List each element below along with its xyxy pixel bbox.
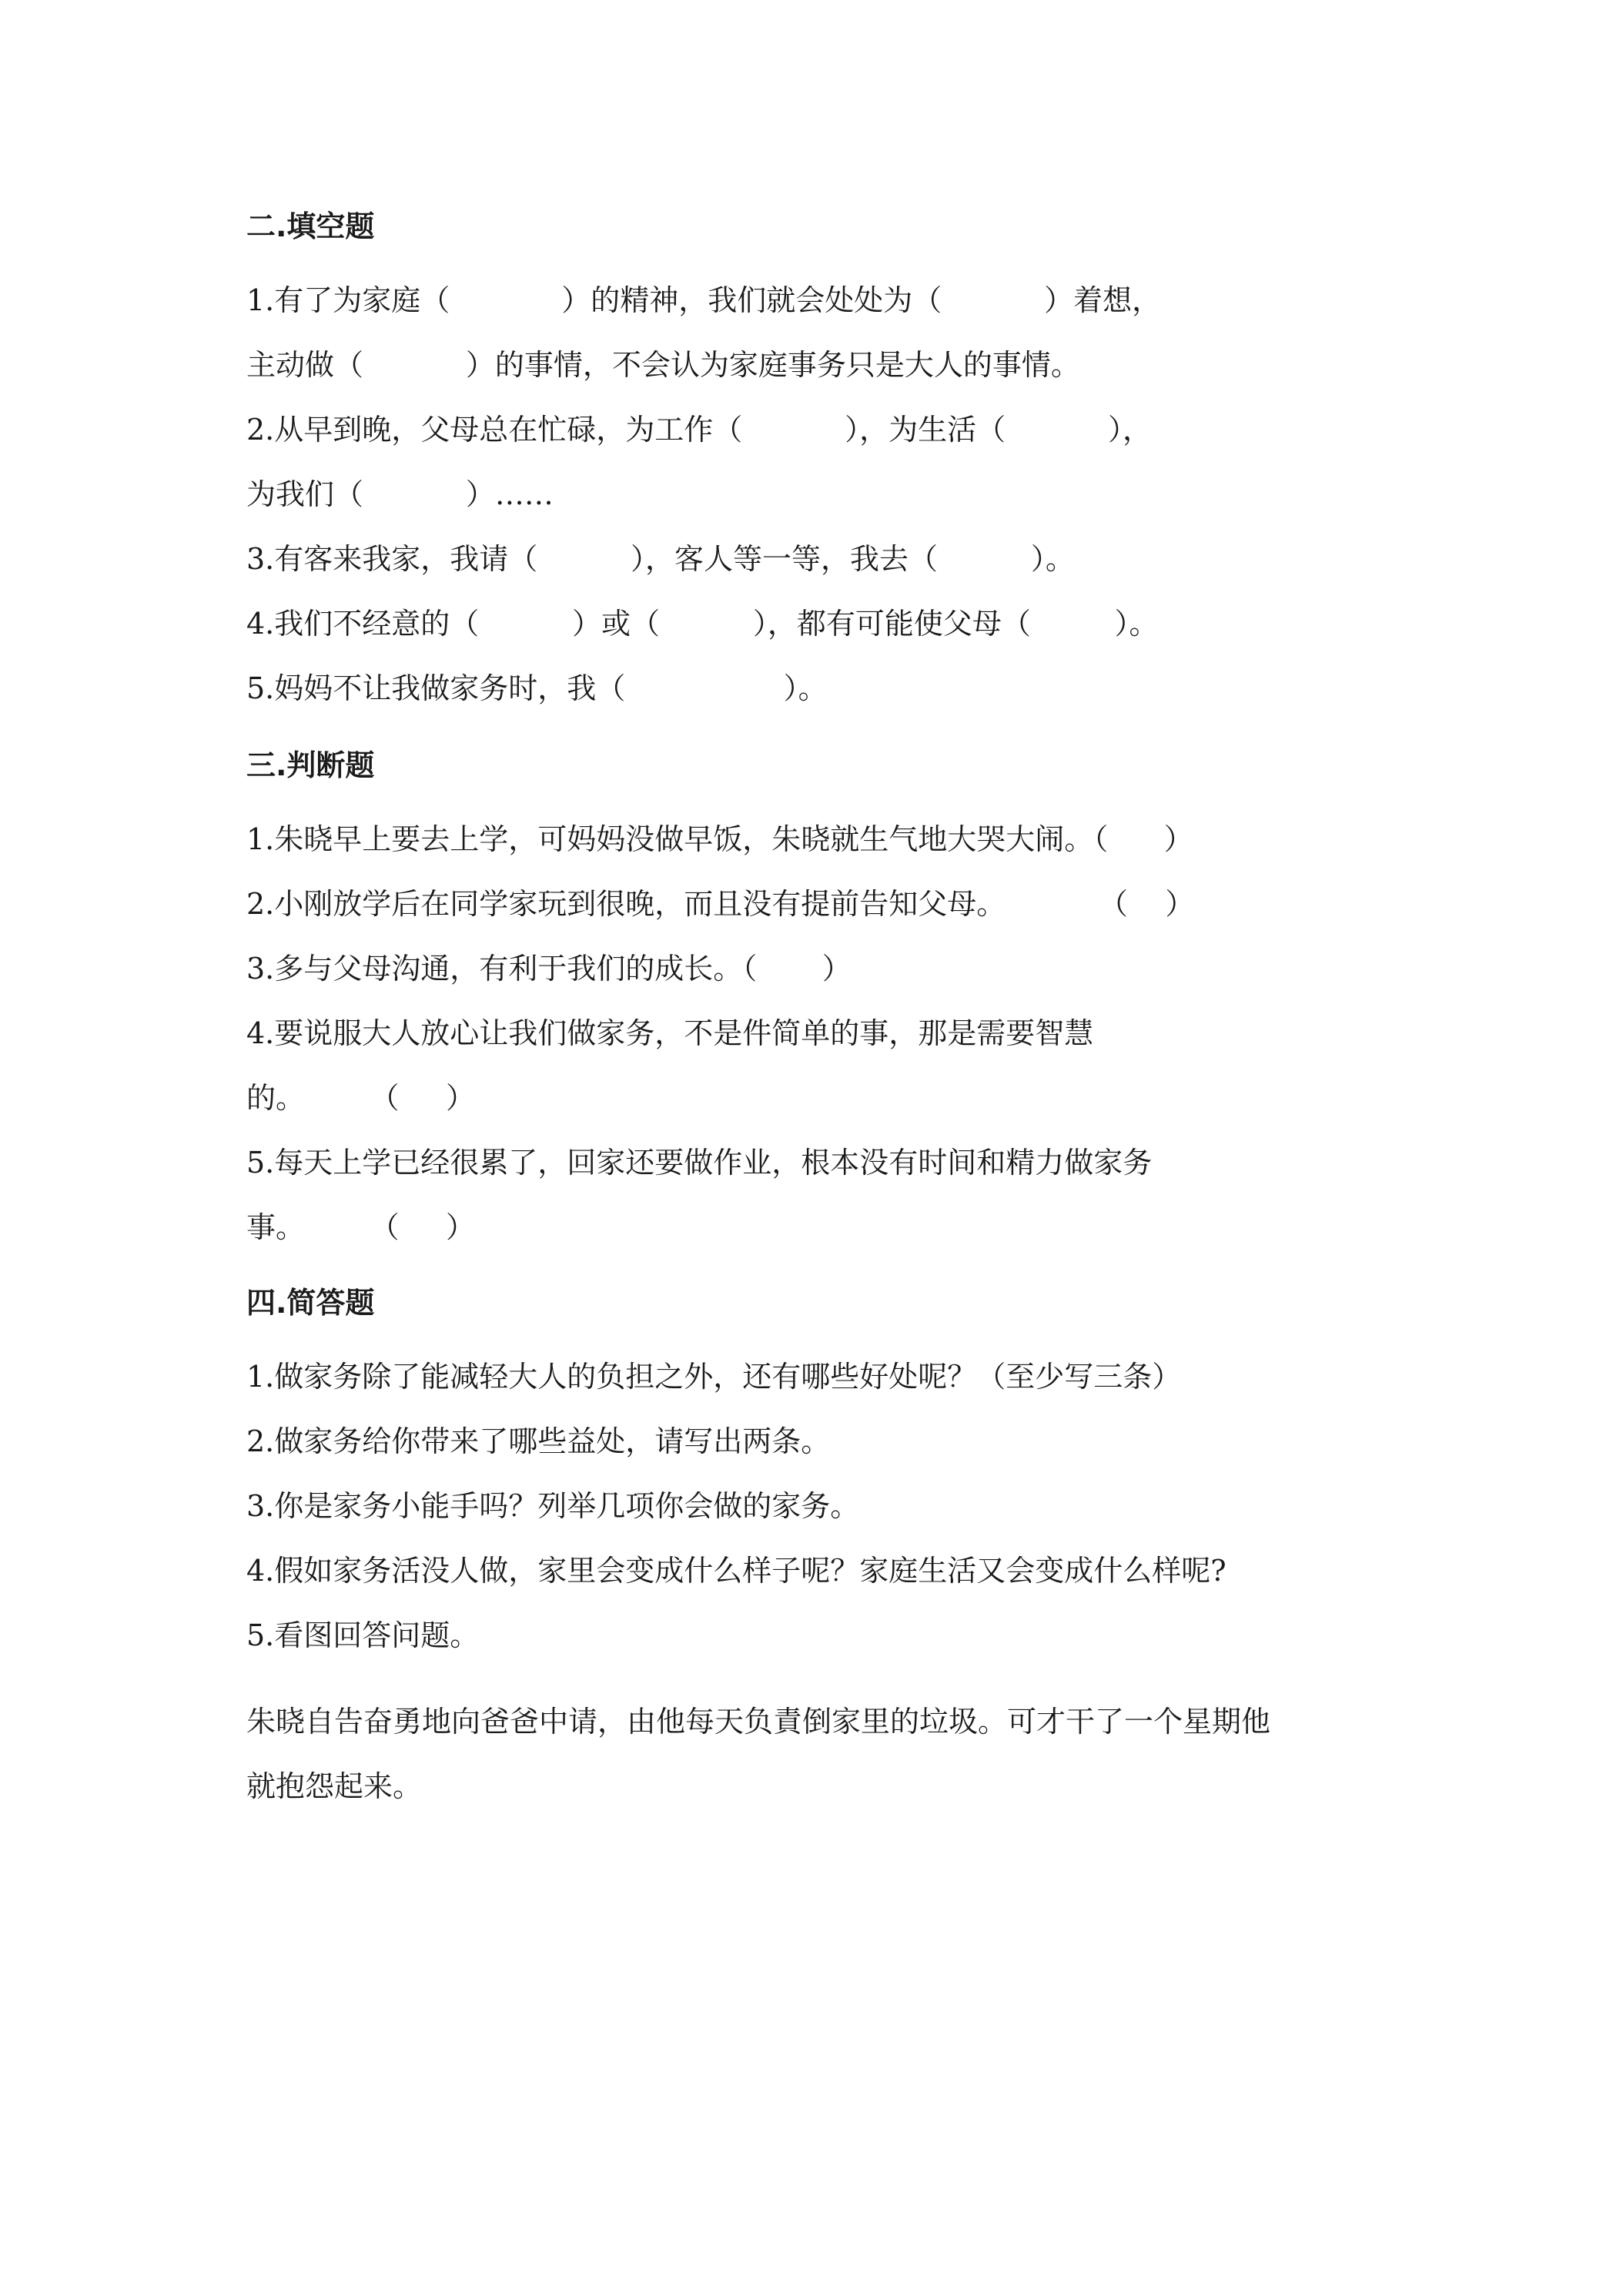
question-line: 1.做家务除了能减轻大人的负担之外，还有哪些好处呢？（至少写三条） bbox=[246, 1360, 1182, 1394]
question-line: 2.做家务给你带来了哪些益处，请写出两条。 bbox=[246, 1424, 831, 1458]
question-line: 4.我们不经意的（ ）或（ ），都有可能使父母（ ）。 bbox=[246, 607, 1159, 641]
section-heading: 三.判断题 bbox=[246, 748, 375, 782]
question-line: 5.妈妈不让我做家务时，我（ ）。 bbox=[246, 671, 828, 705]
question-line: 3.多与父母沟通，有利于我们的成长。（ ） bbox=[246, 952, 852, 986]
question-line: 5.每天上学已经很累了，回家还要做作业，根本没有时间和精力做家务 bbox=[246, 1146, 1153, 1180]
question-line: 的。 （ ） bbox=[246, 1081, 475, 1115]
section-fill-in-blank bbox=[246, 202, 1401, 721]
question-line: 1.有了为家庭（ ）的精神，我们就会处处为（ ）着想， bbox=[246, 283, 1162, 317]
question-line: 5.看图回答问题。 bbox=[246, 1618, 480, 1652]
story-paragraph-line: 朱晓自告奋勇地向爸爸中请，由他每天负責倒家里的垃圾。可才干了一个星期他 bbox=[246, 1705, 1271, 1739]
question-line: 事。 （ ） bbox=[246, 1210, 475, 1244]
question-line: 2.小刚放学后在同学家玩到很晚，而且没有提前告知父母。 （ ） bbox=[246, 887, 1195, 921]
question-line: 主动做（ ）的事情，不会认为家庭事务只是大人的事情。 bbox=[246, 348, 1080, 382]
question-line: 为我们（ ）…… bbox=[246, 477, 554, 511]
question-line: 2.从早到晚，父母总在忙碌，为工作（ ），为生活（ ）， bbox=[246, 413, 1152, 447]
question-line: 3.你是家务小能手吗？列举几项你会做的家务。 bbox=[246, 1489, 860, 1523]
worksheet-page bbox=[246, 202, 1401, 1819]
section-true-false bbox=[246, 741, 1401, 1260]
story-paragraph-line: 就抱怨起来。 bbox=[246, 1769, 423, 1803]
question-line: 4.要说服大人放心让我们做家务，不是件简单的事，那是需要智慧 bbox=[246, 1016, 1094, 1050]
section-short-answer bbox=[246, 1278, 1401, 1819]
question-line: 4.假如家务活没人做，家里会变成什么样子呢？家庭生活又会变成什么样呢? bbox=[246, 1554, 1226, 1588]
section-heading: 四.简答题 bbox=[246, 1286, 375, 1320]
section-heading: 二.填空题 bbox=[246, 209, 375, 243]
question-line: 1.朱晓早上要去上学，可妈妈没做早饭，朱晓就生气地大哭大闹。（ ） bbox=[246, 822, 1193, 856]
question-line: 3.有客来我家，我请（ ），客人等一等，我去（ ）。 bbox=[246, 542, 1075, 576]
